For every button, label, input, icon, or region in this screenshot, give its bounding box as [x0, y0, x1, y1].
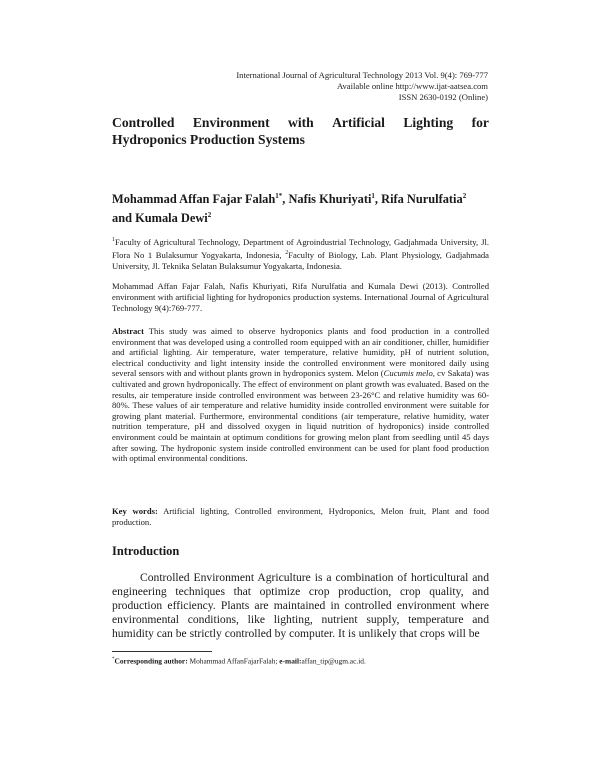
- footnote-email-label: e-mail:: [279, 656, 302, 666]
- title-word: Artificial: [332, 115, 385, 130]
- title-line-2: Hydroponics Production Systems: [112, 132, 305, 147]
- author-separator: ,: [374, 192, 382, 207]
- affiliation-mark: 2: [285, 249, 289, 256]
- footnote: [112, 655, 489, 666]
- author-affiliation-mark: 2: [462, 192, 467, 200]
- title-word: Controlled: [112, 115, 175, 130]
- author-name: Rifa Nurulfatia: [381, 192, 463, 207]
- title-word: Environment: [192, 115, 270, 130]
- affiliation-text: Faculty of Biology, Lab. Plant Physiology, Gadjahmada University, Jl. Teknika Selatan Bulaksumur Yogyakarta, Indonesia.: [112, 249, 489, 271]
- introduction-paragraph: Controlled Environment Agriculture is a combination of horticultural and engineering techniques that optimize crop production, crop quality, and production efficiency. Plants are maintained in controlled environment where environmental conditions, like lighting, nutrient supply, temperature and humidity can be strictly controlled by computer. It is unlikely that crops will be: [112, 571, 489, 640]
- author-conjunction: and: [112, 211, 132, 226]
- affiliation-mark: 1: [112, 237, 115, 243]
- journal-header: [236, 70, 488, 103]
- title-word: for: [471, 115, 489, 130]
- footnote-divider: [112, 651, 212, 652]
- author-name: Nafis Khuriyati: [288, 192, 372, 207]
- introduction-heading: Introduction: [112, 544, 180, 558]
- affiliations: [112, 235, 489, 272]
- abstract-text: This study was aimed to observe hydroponics plants and food production in a controlled environment that was developed using a controlled room equipped with an air conditioner, chiller, humidifier and artificial lighting. Air temperature, water temperature, relative humidity, pH of nutrient solution, electrical conductivity and light intensity inside the controlled environment were monitored daily using several sensors with and without plants grown in hydroponics system. Melon (: [112, 326, 489, 379]
- keywords-text: Artificial lighting, Controlled environment, Hydroponics, Melon fruit, Plant and food production.: [112, 506, 489, 527]
- footnote-email: affan_tip@ugm.ac.id.: [301, 656, 366, 666]
- footnote-author: Mohammad AffanFajarFalah;: [187, 656, 280, 666]
- title-word: Lighting: [403, 115, 454, 130]
- paper-title: [112, 114, 489, 148]
- author-name: Mohammad Affan Fajar Falah: [112, 192, 276, 207]
- author-affiliation-mark: 2: [207, 211, 212, 220]
- journal-url-line: Available online http://www.ijat-aatsea.com: [336, 81, 488, 91]
- author-list: [112, 188, 489, 226]
- footnote-label: Corresponding author:: [114, 656, 188, 666]
- author-affiliation-mark: 1: [371, 192, 375, 200]
- abstract-species: Cucumis melo: [383, 368, 433, 379]
- journal-issn-line: ISSN 2630-0192 (Online): [398, 92, 488, 102]
- title-word: with: [288, 115, 314, 130]
- author-affiliation-mark: 1*: [275, 192, 283, 200]
- citation: Mohammad Affan Fajar Falah, Nafis Khuriyati, Rifa Nurulfatia and Kumala Dewi (2013). Controlled environment with artificial lighting for hydroponics production systems. International Journal of Agricultural Technology 9(4):769-777.: [112, 281, 489, 313]
- author-name: Kumala Dewi: [135, 211, 208, 226]
- title-line-1: [112, 114, 489, 131]
- affiliation-text: Faculty of Agricultural Technology, Department of Agroindustrial Technology, Gadjahmada University, Jl. Flora No 1 Bulaksumur Yogyakarta, Indonesia,: [112, 236, 489, 260]
- author-separator: ,: [282, 192, 289, 207]
- journal-citation-line: International Journal of Agricultural Technology 2013 Vol. 9(4): 769-777: [236, 70, 488, 80]
- footnote-mark: *: [112, 657, 115, 662]
- abstract-text: , cv Sakata) was cultivated and grown hydroponically. The effect of environment on plant growth was evaluated. Based on the results, air temperature inside controlled environment was between 23-26°C and relative humidity was 60-80%. These values of air temperature and relative humidity inside controlled environment were suitable for growing plant material. Furthermore, environmental conditions (air temperature, relative humidity, water nutrition temperature, pH and dissolved oxygen in liquid nutrition of hydroponics) inside controlled environment could be maintain at optimum conditions for growing melon plant from seedling until 45 days after sowing. The hydroponic system inside controlled environment can be used for plant food production with optimal environmental conditions.: [112, 368, 489, 464]
- keywords: [112, 506, 489, 528]
- abstract-label: Abstract: [112, 326, 144, 336]
- abstract: [112, 326, 489, 464]
- keywords-label: Key words:: [112, 506, 158, 516]
